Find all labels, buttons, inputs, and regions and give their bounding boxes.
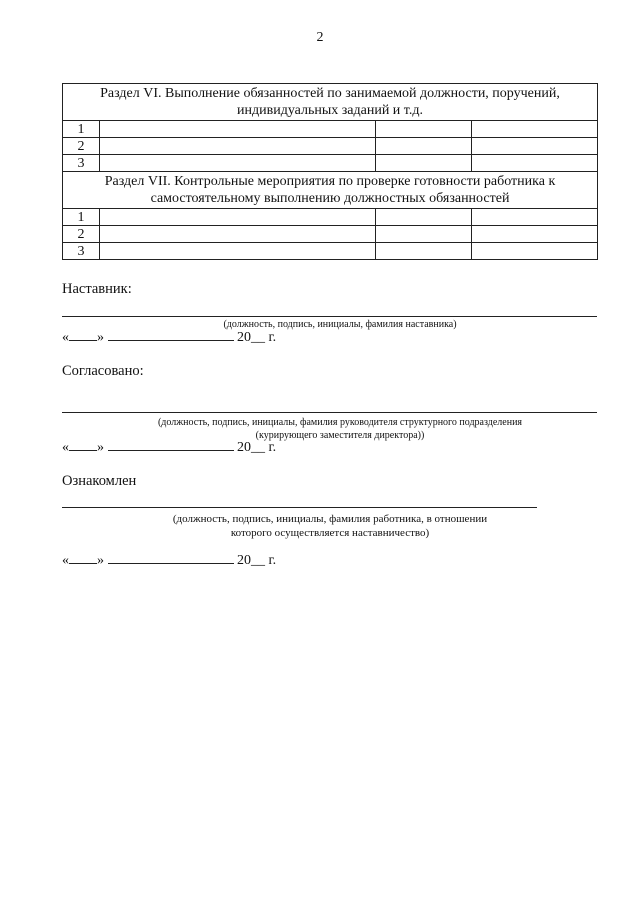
section7-header-row: [63, 172, 598, 209]
approved-signature-line: [62, 412, 597, 413]
table-cell: [376, 226, 472, 243]
mentor-signature-line: [62, 316, 597, 317]
row-number: 3: [63, 155, 100, 172]
month-blank: [108, 562, 234, 564]
day-blank: [69, 449, 97, 451]
table-row: [63, 138, 598, 155]
table-row: [63, 155, 598, 172]
table-cell: [100, 121, 376, 138]
year-text: 20__ г.: [237, 440, 277, 455]
approved-date-line: [62, 440, 276, 456]
quote-open: «: [62, 330, 69, 345]
mentor-label: Наставник:: [62, 281, 132, 297]
table-cell: [100, 138, 376, 155]
approved-caption-line2: (курирующего заместителя директора)): [255, 430, 425, 441]
quote-close: »: [97, 553, 104, 568]
table-cell: [100, 226, 376, 243]
table-cell: [376, 155, 472, 172]
table-row: [63, 121, 598, 138]
section6-title: Раздел VI. Выполнение обязанностей по занимаемой должности, поручений, индивидуальных заданий и т.д.: [63, 84, 598, 121]
acquainted-caption-line2: которого осуществляется наставничество): [230, 527, 430, 539]
table-cell: [472, 155, 598, 172]
table-row: [63, 209, 598, 226]
mentoring-plan-table: [62, 83, 598, 260]
quote-close: »: [97, 440, 104, 455]
quote-open: «: [62, 440, 69, 455]
acquainted-date-line: [62, 553, 276, 569]
row-number: 2: [63, 226, 100, 243]
table-cell: [472, 138, 598, 155]
month-blank: [108, 449, 234, 451]
table-cell: [376, 138, 472, 155]
mentor-date-line: [62, 330, 276, 346]
acquainted-label: Ознакомлен: [62, 473, 137, 489]
quote-open: «: [62, 553, 69, 568]
approved-caption-line1: (должность, подпись, инициалы, фамилия руководителя структурного подразделения: [157, 417, 523, 428]
row-number: 1: [63, 121, 100, 138]
table-cell: [100, 209, 376, 226]
section7-title: Раздел VII. Контрольные мероприятия по проверке готовности работника к самостоятельному выполнению должностных обязанностей: [63, 172, 598, 209]
table-cell: [100, 155, 376, 172]
section6-header-row: [63, 84, 598, 121]
mentor-caption: (должность, подпись, инициалы, фамилия наставника): [223, 319, 457, 330]
table-cell: [472, 121, 598, 138]
table-cell: [472, 243, 598, 260]
table-row: [63, 226, 598, 243]
year-text: 20__ г.: [237, 330, 277, 345]
table-cell: [472, 226, 598, 243]
month-blank: [108, 339, 234, 341]
table-cell: [376, 243, 472, 260]
table-cell: [376, 209, 472, 226]
table-cell: [376, 121, 472, 138]
acquainted-signature-line: [62, 507, 537, 508]
table-row: [63, 243, 598, 260]
year-text: 20__ г.: [237, 553, 277, 568]
acquainted-caption: [130, 512, 530, 540]
acquainted-caption-line1: (должность, подпись, инициалы, фамилия работника, в отношении: [172, 513, 488, 525]
row-number: 2: [63, 138, 100, 155]
row-number: 1: [63, 209, 100, 226]
quote-close: »: [97, 330, 104, 345]
table-cell: [100, 243, 376, 260]
approved-caption: [120, 416, 560, 442]
day-blank: [69, 562, 97, 564]
approved-label: Согласовано:: [62, 363, 144, 379]
day-blank: [69, 339, 97, 341]
page-number: 2: [316, 30, 324, 45]
table-cell: [472, 209, 598, 226]
row-number: 3: [63, 243, 100, 260]
